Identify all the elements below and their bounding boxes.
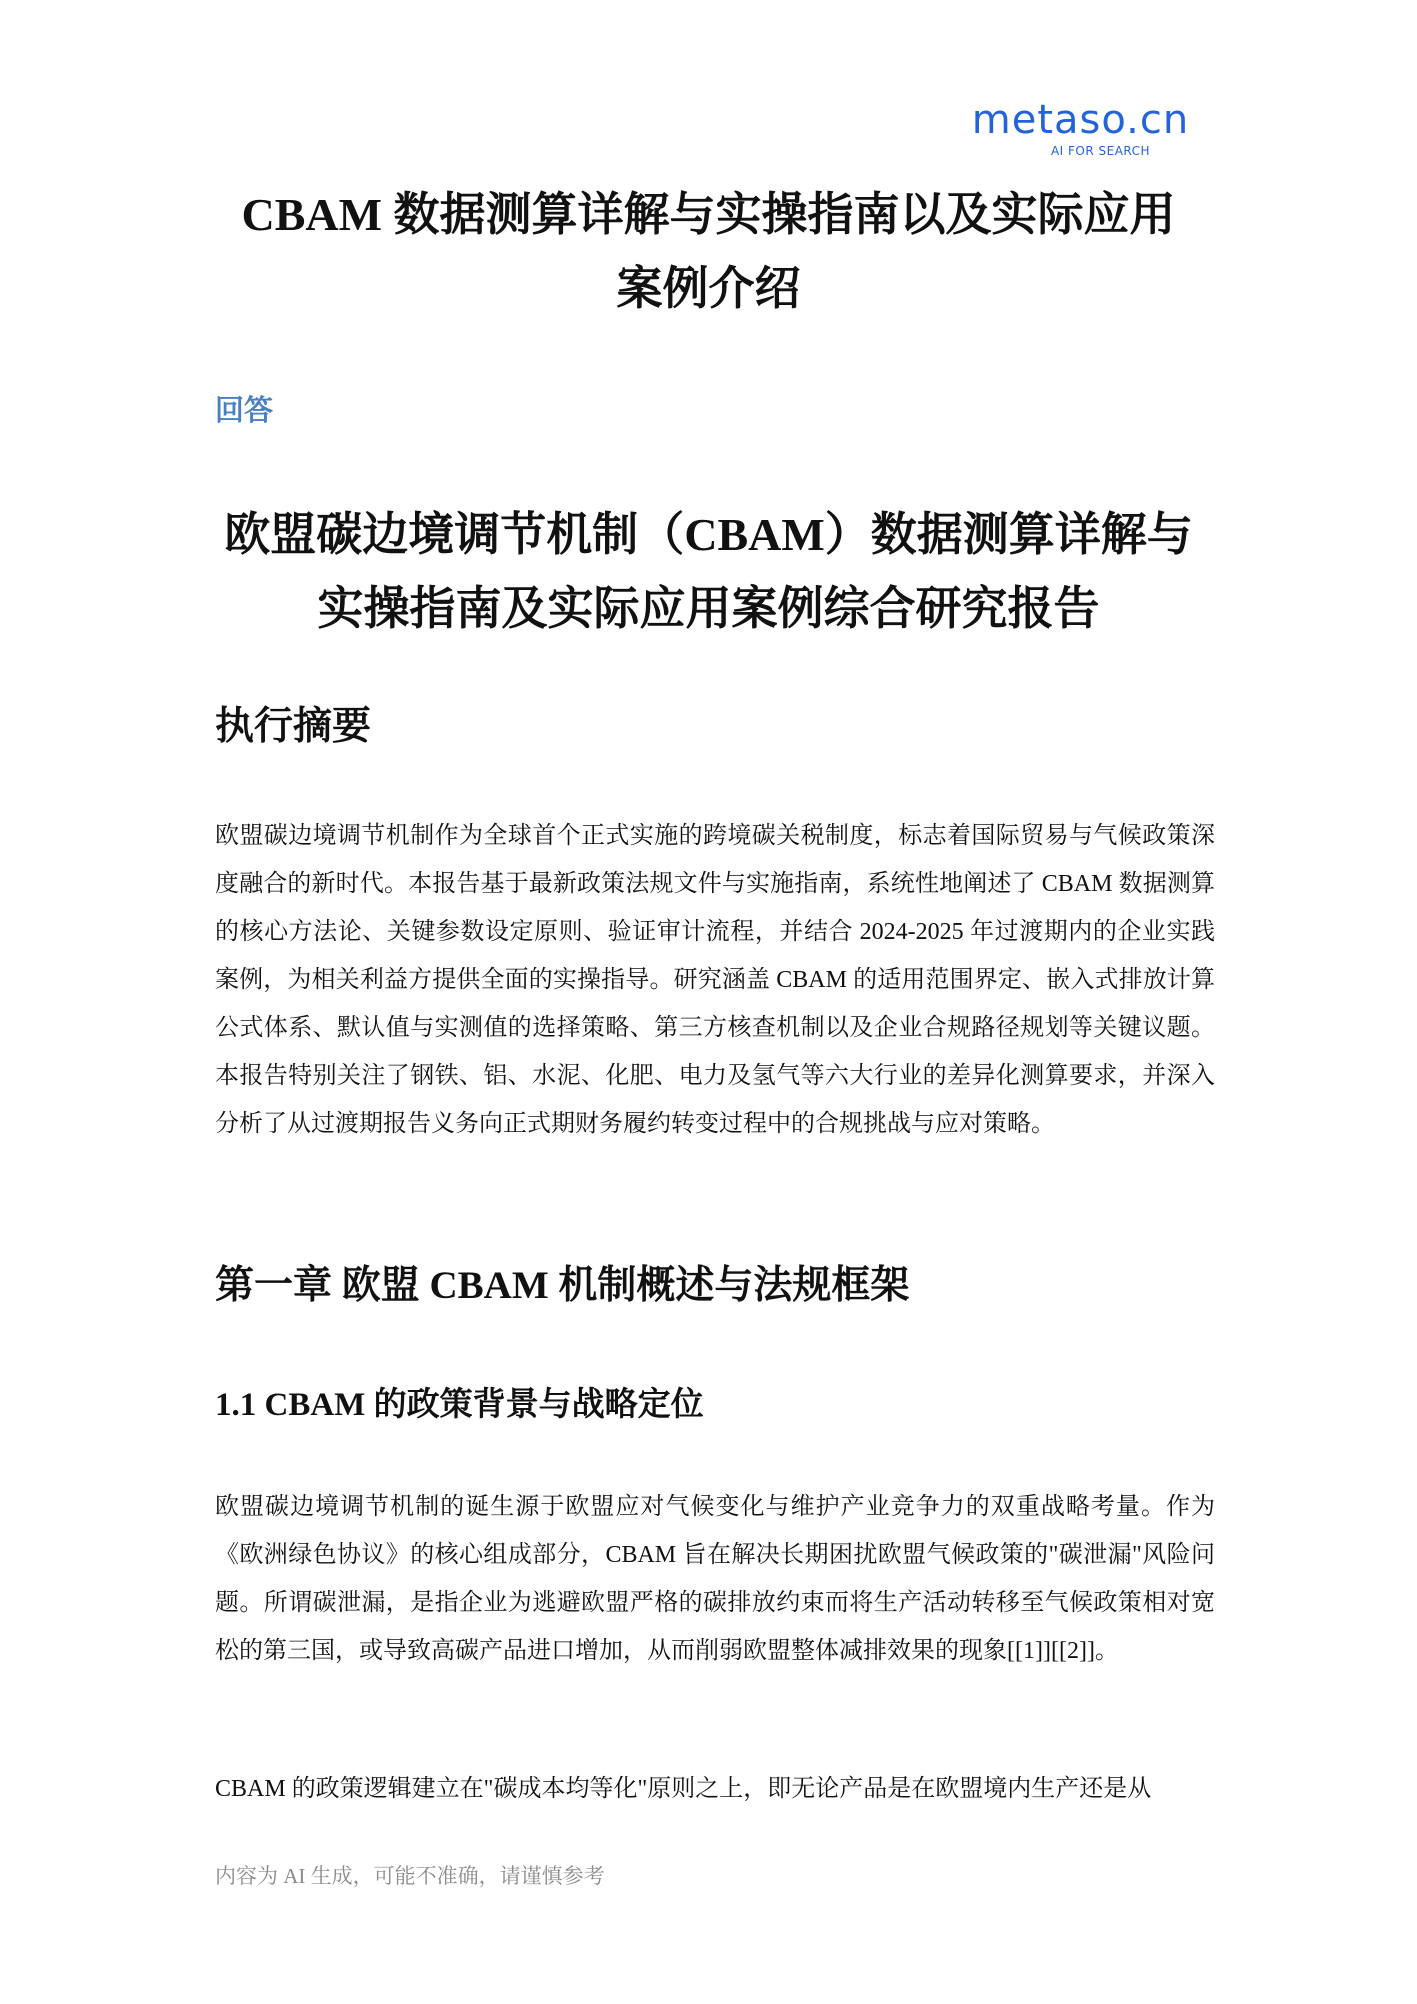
document-title-line-1: CBAM 数据测算详解与实操指南以及实际应用 <box>241 189 1176 240</box>
ai-disclaimer-footer: 内容为 AI 生成，可能不准确，请谨慎参考 <box>215 1864 605 1888</box>
document-title-line-2: 案例介绍 <box>616 263 801 314</box>
section-1-1-paragraph-1: 欧盟碳边境调节机制的诞生源于欧盟应对气候变化与维护产业竞争力的双重战略考量。作为《欧洲绿色协议》的核心组成部分，CBAM 旨在解决长期困扰欧盟气候政策的"碳泄漏"风险问题。所谓碳泄漏，是指企业为逃避欧盟严格的碳排放约束而将生产活动转移至气候政策相对宽松的第三国，或导致高碳产品进口增加，从而削弱欧盟整体减排效果的现象[[1]][[2]]。 <box>215 1494 1215 1664</box>
report-title <box>200 498 1217 646</box>
report-title-line-1: 欧盟碳边境调节机制（CBAM）数据测算详解与 <box>224 509 1193 560</box>
chapter-1-heading: 第一章 欧盟 CBAM 机制概述与法规框架 <box>215 1264 910 1307</box>
section-1-1-paragraph-2: CBAM 的政策逻辑建立在"碳成本均等化"原则之上，即无论产品是在欧盟境内生产还是从 <box>215 1776 1152 1802</box>
executive-summary-heading: 执行摘要 <box>215 705 372 748</box>
document-title <box>200 178 1217 326</box>
logo-tagline: AI FOR SEARCH <box>1050 144 1151 158</box>
executive-summary-paragraph: 欧盟碳边境调节机制作为全球首个正式实施的跨境碳关税制度，标志着国际贸易与气候政策深度融合的新时代。本报告基于最新政策法规文件与实施指南，系统性地阐述了 CBAM 数据测算的核心方法论、关键参数设定原则、验证审计流程，并结合 2024-2025 年过渡期内的企业实践案例，为相关利益方提供全面的实操指导。研究涵盖 CBAM 的适用范围界定、嵌入式排放计算公式体系、默认值与实测值的选择策略、第三方核查机制以及企业合规路径规划等关键议题。本报告特别关注了钢铁、铝、水泥、化肥、电力及氢气等六大行业的差异化测算要求，并深入分析了从过渡期报告义务向正式期财务履约转变过程中的合规挑战与应对策略。 <box>215 823 1215 1137</box>
answer-label: 回答 <box>215 393 274 427</box>
report-title-line-2: 实操指南及实际应用案例综合研究报告 <box>317 583 1100 634</box>
section-1-1-heading: 1.1 CBAM 的政策背景与战略定位 <box>215 1387 704 1423</box>
logo-brand: metaso.cn <box>971 97 1190 143</box>
metaso-logo <box>948 98 1213 158</box>
